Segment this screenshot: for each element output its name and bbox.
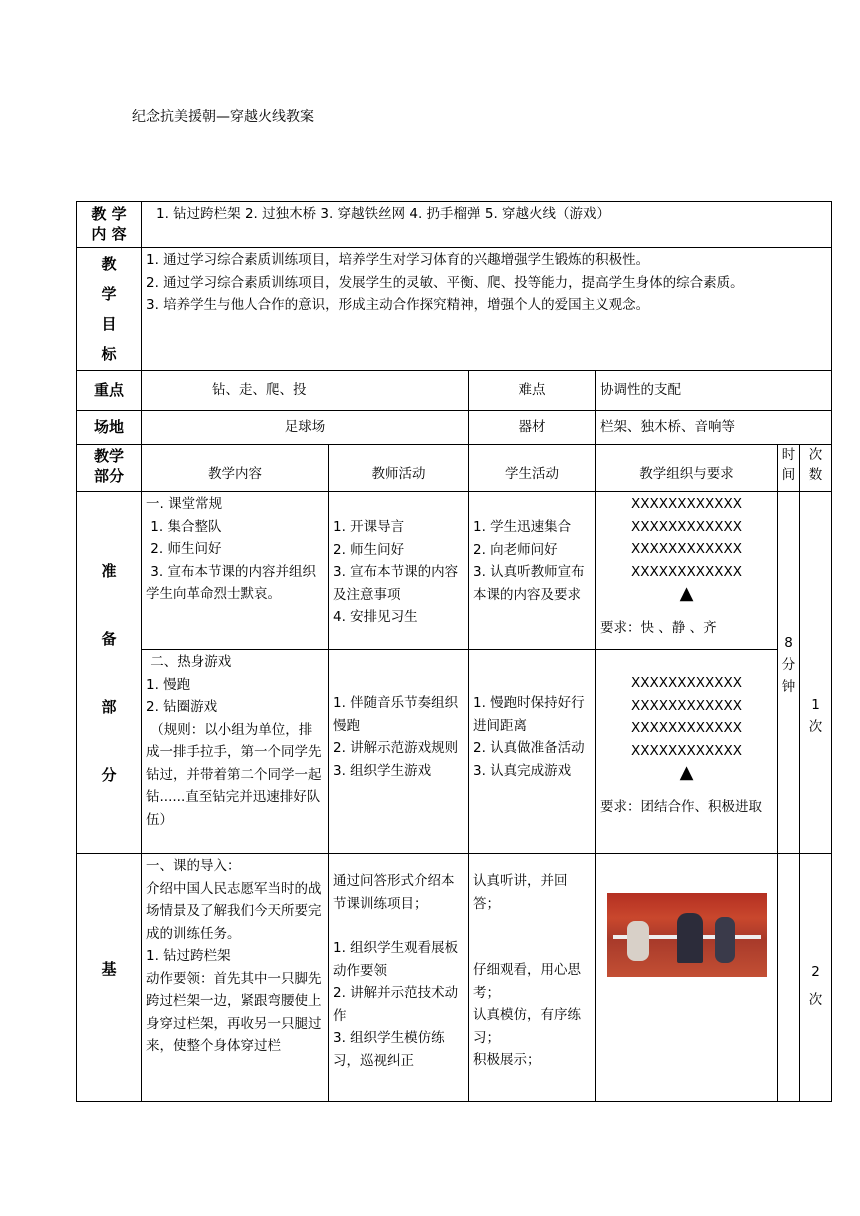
routine-student-activity: 1. 学生迅速集合 2. 向老师问好 3. 认真听教师宣布本课的内容及要求: [469, 492, 596, 650]
section-header-label: 教学 部分: [77, 445, 142, 492]
formation-line: XXXXXXXXXXXX: [631, 742, 742, 759]
header-count: 次 数: [800, 445, 832, 492]
header-time: 时 间: [778, 445, 800, 492]
basic-student-activity: 认真听讲，并回答； 仔细观看，用心思考； 认真模仿，有序练习； 积极展示；: [469, 854, 596, 1102]
basic-section-label: 基: [77, 854, 142, 1102]
formation-line: XXXXXXXXXXXX: [631, 563, 742, 580]
teaching-content-label: 教 学 内 容: [77, 202, 142, 248]
focus-label: 重点: [77, 371, 142, 411]
routine-requirement: 要求：快 、静 、齐: [600, 620, 717, 636]
basic-time: [778, 854, 800, 1102]
focus-row: [77, 371, 832, 411]
basic-teacher-activity: 通过问答形式介绍本节课训练项目； 1. 组织学生观看展板动作要领 2. 讲解并示范技术动作 3. 组织学生模仿练习，巡视纠正: [329, 854, 469, 1102]
formation-line: XXXXXXXXXXXX: [631, 675, 742, 691]
teaching-goals-label: 教 学 目 标: [77, 248, 142, 371]
document-title: 纪念抗美援朝—穿越火线教案: [132, 109, 314, 125]
teacher-position-marker: ▲: [679, 762, 694, 783]
teacher-position-marker: ▲: [679, 583, 694, 604]
header-teacher: 教师活动: [329, 445, 469, 492]
header-content: 教学内容: [142, 445, 329, 492]
prep-routine-row: [77, 492, 832, 650]
prep-section-label: 准 备 部 分: [77, 492, 142, 854]
warmup-student-activity: 1. 慢跑时保持好行进间距离 2. 认真做准备活动 3. 认真完成游戏: [469, 650, 596, 854]
formation-line: XXXXXXXXXXXX: [631, 697, 742, 714]
routine-teacher-activity: 1. 开课导言 2. 师生问好 3. 宣布本节课的内容及注意事项 4. 安排见习生: [329, 492, 469, 650]
warmup-teacher-activity: 1. 伴随音乐节奏组织慢跑 2. 讲解示范游戏规则 3. 组织学生游戏: [329, 650, 469, 854]
prep-count: 1 次: [800, 492, 832, 854]
basic-part-row: [77, 854, 832, 1102]
equipment-value: 栏架、独木桥、音响等: [596, 411, 832, 445]
teaching-goals-list: [142, 248, 832, 371]
teaching-content-row: [77, 202, 832, 248]
teaching-goals-row: [77, 248, 832, 371]
formation-line: XXXXXXXXXXXX: [631, 541, 742, 557]
venue-value: 足球场: [142, 411, 469, 445]
header-organization: 教学组织与要求: [596, 445, 778, 492]
warmup-organization: [596, 650, 778, 854]
lesson-plan-table: [76, 201, 832, 1102]
goal-item: 3. 培养学生与他人合作的意识，形成主动合作探究精神，增强个人的爱国主义观念。: [146, 297, 650, 313]
hurdle-drill-photo: [607, 893, 767, 977]
routine-organization: [596, 492, 778, 650]
equipment-label: 器材: [469, 411, 596, 445]
focus-value: 钻、走、爬、投: [142, 371, 469, 411]
goal-item: 1. 通过学习综合素质训练项目，培养学生对学习体育的兴趣增强学生锻炼的积极性。: [146, 252, 650, 268]
teaching-content-text: 1. 钻过跨栏架 2. 过独木桥 3. 穿越铁丝网 4. 扔手榴弹 5. 穿越火线（游戏）: [142, 202, 832, 248]
prep-warmup-row: [77, 650, 832, 854]
routine-content: 一. 课堂常规 1. 集合整队 2. 师生问好 3. 宣布本节课的内容并组织学生向革命烈士默哀。: [142, 492, 329, 650]
formation-line: XXXXXXXXXXXX: [631, 720, 742, 736]
warmup-requirement: 要求：团结合作、积极进取: [600, 799, 762, 815]
difficulty-label: 难点: [469, 371, 596, 411]
venue-row: [77, 411, 832, 445]
difficulty-value: 协调性的支配: [596, 371, 832, 411]
basic-organization: [596, 854, 778, 1102]
venue-label: 场地: [77, 411, 142, 445]
basic-content: 一、课的导入： 介绍中国人民志愿军当时的战场情景及了解我们今天所要完成的训练任务。 1. 钻过跨栏架 动作要领：首先其中一只脚先跨过栏架一边，紧跟弯腰使上身穿过栏架，再收另一只腿过来，使整个身体穿过栏: [142, 854, 329, 1102]
section-header-row: [77, 445, 832, 492]
header-student: 学生活动: [469, 445, 596, 492]
goal-item: 2. 通过学习综合素质训练项目，发展学生的灵敏、平衡、爬、投等能力，提高学生身体的综合素质。: [146, 274, 744, 291]
warmup-content: 二、热身游戏 1. 慢跑 2. 钻圈游戏 （规则：以小组为单位，排成一排手拉手，第一个同学先钻过，并带着第二个同学一起钻......直至钻完并迅速排好队伍）: [142, 650, 329, 854]
formation-line: XXXXXXXXXXXX: [631, 496, 742, 512]
prep-time: 8 分 钟: [778, 492, 800, 854]
basic-count: 2 次: [800, 854, 832, 1102]
formation-line: XXXXXXXXXXXX: [631, 518, 742, 535]
